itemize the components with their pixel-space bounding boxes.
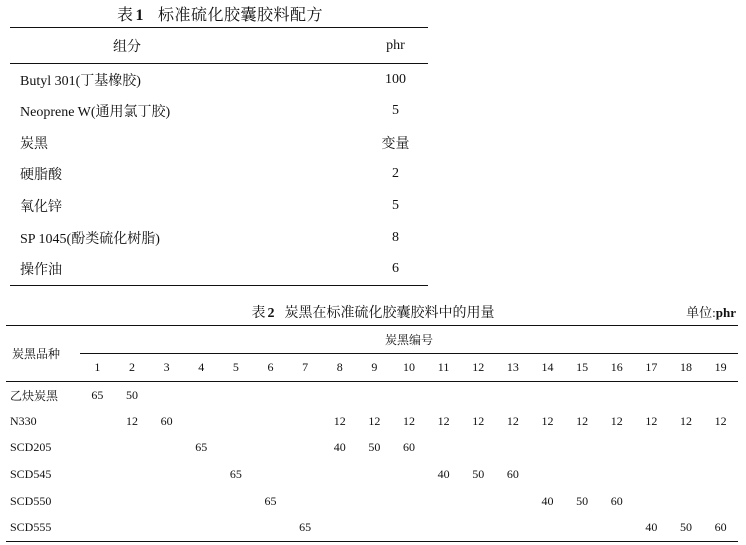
phr-cell: 5 bbox=[392, 103, 399, 119]
dosage-cell bbox=[392, 514, 427, 541]
table1-caption bbox=[0, 2, 440, 25]
dosage-cell bbox=[115, 461, 150, 488]
dosage-cell: 50 bbox=[125, 387, 138, 402]
component-cell: 操作油 bbox=[10, 254, 373, 286]
unit-prefix: 单位: bbox=[686, 305, 716, 320]
dosage-cell bbox=[80, 408, 115, 435]
dosage-cell: 65 bbox=[229, 467, 242, 482]
table-row bbox=[10, 64, 428, 96]
group-header: 炭黑编号 bbox=[80, 326, 738, 354]
dosage-cell bbox=[392, 382, 427, 409]
dosage-cell bbox=[322, 488, 357, 515]
dosage-cell bbox=[426, 435, 461, 462]
dosage-cell bbox=[184, 461, 219, 488]
dosage-cell bbox=[184, 382, 219, 409]
phr-cell: 8 bbox=[392, 229, 399, 245]
dosage-cell bbox=[322, 382, 357, 409]
number-header: 12 bbox=[461, 354, 496, 382]
number-header: 16 bbox=[599, 354, 634, 382]
dosage-cell: 12 bbox=[472, 413, 485, 428]
dosage-cell bbox=[80, 461, 115, 488]
dosage-cell bbox=[149, 382, 184, 409]
dosage-cell: 12 bbox=[437, 413, 450, 428]
dosage-cell bbox=[253, 435, 288, 462]
dosage-cell bbox=[565, 435, 600, 462]
dosage-cell: 40 bbox=[541, 493, 554, 508]
dosage-cell bbox=[461, 488, 496, 515]
table2-caption-number: 2 bbox=[267, 306, 275, 321]
table-row bbox=[10, 190, 428, 222]
dosage-cell bbox=[149, 461, 184, 488]
dosage-cell bbox=[253, 461, 288, 488]
dosage-cell: 60 bbox=[703, 514, 738, 541]
dosage-cell bbox=[496, 514, 531, 541]
dosage-cell bbox=[392, 488, 427, 515]
dosage-cell bbox=[703, 461, 738, 488]
dosage-cell bbox=[253, 382, 288, 409]
table1-caption-prefix: 表 bbox=[116, 7, 134, 24]
dosage-cell bbox=[149, 514, 184, 541]
number-header: 15 bbox=[565, 354, 600, 382]
dosage-cell: 40 bbox=[437, 467, 450, 482]
phr-cell: 5 bbox=[392, 198, 399, 214]
dosage-cell: 12 bbox=[679, 413, 692, 428]
table2-unit bbox=[686, 302, 736, 321]
dosage-cell bbox=[669, 435, 704, 462]
dosage-cell bbox=[599, 435, 634, 462]
dosage-cell: 65 bbox=[264, 493, 277, 508]
dosage-cell bbox=[634, 488, 669, 515]
table-row bbox=[6, 382, 738, 409]
dosage-cell bbox=[288, 488, 323, 515]
dosage-cell bbox=[253, 408, 288, 435]
number-header: 3 bbox=[149, 354, 184, 382]
dosage-cell bbox=[115, 435, 150, 462]
number-header: 1 bbox=[80, 354, 115, 382]
stub-header: 炭黑品种 bbox=[6, 326, 80, 382]
dosage-cell: 12 bbox=[333, 413, 346, 428]
number-header: 5 bbox=[219, 354, 254, 382]
dosage-cell bbox=[253, 514, 288, 541]
table2-number-row bbox=[6, 354, 738, 382]
dosage-cell bbox=[634, 382, 669, 409]
dosage-cell bbox=[669, 382, 704, 409]
dosage-cell bbox=[149, 435, 184, 462]
number-header: 11 bbox=[426, 354, 461, 382]
table-row bbox=[6, 514, 738, 541]
dosage-cell: 12 bbox=[506, 413, 519, 428]
dosage-cell: 12 bbox=[576, 413, 589, 428]
table-row bbox=[6, 461, 738, 488]
carbon-black-name: 乙炔炭黑 bbox=[10, 388, 59, 403]
number-header: 17 bbox=[634, 354, 669, 382]
carbon-black-name: SCD555 bbox=[6, 514, 80, 541]
dosage-cell: 12 bbox=[541, 413, 554, 428]
dosage-cell: 60 bbox=[506, 467, 519, 482]
dosage-cell bbox=[565, 461, 600, 488]
carbon-black-name: SCD550 bbox=[10, 493, 52, 508]
table-row bbox=[10, 159, 428, 191]
dosage-cell bbox=[80, 435, 115, 462]
header-component: 组分 bbox=[10, 28, 373, 64]
dosage-cell bbox=[184, 488, 219, 515]
dosage-cell: 60 bbox=[160, 413, 173, 428]
dosage-cell bbox=[288, 435, 323, 462]
component-cell: SP 1045(酚类硫化树脂) bbox=[20, 231, 160, 247]
table1-caption-title: 标准硫化胶囊胶料配方 bbox=[158, 7, 324, 24]
dosage-cell: 50 bbox=[472, 467, 485, 482]
dosage-cell bbox=[115, 488, 150, 515]
number-header: 18 bbox=[669, 354, 704, 382]
dosage-cell bbox=[496, 488, 531, 515]
dosage-cell bbox=[530, 435, 565, 462]
dosage-cell bbox=[703, 382, 738, 409]
dosage-cell: 60 bbox=[402, 440, 415, 455]
table1-caption-number: 1 bbox=[135, 7, 144, 24]
table-row bbox=[6, 408, 738, 435]
dosage-cell bbox=[219, 382, 254, 409]
dosage-cell bbox=[288, 408, 323, 435]
dosage-cell bbox=[219, 514, 254, 541]
dosage-cell: 40 bbox=[634, 514, 669, 541]
dosage-cell: 65 bbox=[91, 387, 104, 402]
carbon-black-name: SCD205 bbox=[10, 440, 52, 455]
dosage-cell: 12 bbox=[610, 413, 623, 428]
dosage-cell bbox=[288, 382, 323, 409]
dosage-cell bbox=[565, 382, 600, 409]
table2-caption-title: 炭黑在标准硫化胶囊胶料中的用量 bbox=[284, 306, 495, 321]
number-header: 14 bbox=[530, 354, 565, 382]
carbon-black-table bbox=[6, 325, 738, 542]
table2-group-header-row bbox=[6, 326, 738, 354]
dosage-cell bbox=[288, 461, 323, 488]
dosage-cell bbox=[634, 461, 669, 488]
dosage-cell bbox=[219, 408, 254, 435]
dosage-cell: 12 bbox=[645, 413, 658, 428]
carbon-black-name: N330 bbox=[10, 413, 37, 428]
table2-caption-prefix: 表 bbox=[251, 306, 266, 321]
dosage-cell bbox=[357, 461, 392, 488]
dosage-cell bbox=[322, 514, 357, 541]
dosage-cell bbox=[80, 488, 115, 515]
dosage-cell: 12 bbox=[368, 413, 381, 428]
dosage-cell bbox=[599, 382, 634, 409]
dosage-cell: 12 bbox=[714, 413, 727, 428]
dosage-cell: 50 bbox=[368, 440, 381, 455]
number-header: 19 bbox=[703, 354, 738, 382]
number-header: 10 bbox=[392, 354, 427, 382]
dosage-cell bbox=[322, 461, 357, 488]
dosage-cell bbox=[530, 382, 565, 409]
dosage-cell bbox=[115, 514, 150, 541]
dosage-cell bbox=[530, 461, 565, 488]
dosage-cell: 65 bbox=[288, 514, 323, 541]
number-header: 13 bbox=[496, 354, 531, 382]
dosage-cell bbox=[426, 514, 461, 541]
table-row bbox=[10, 222, 428, 254]
component-cell: 炭黑 bbox=[20, 136, 48, 152]
component-cell: 氧化锌 bbox=[20, 200, 62, 216]
dosage-cell bbox=[357, 514, 392, 541]
table-row bbox=[6, 435, 738, 462]
dosage-cell bbox=[496, 382, 531, 409]
dosage-cell: 12 bbox=[125, 413, 138, 428]
component-cell: Neoprene W(通用氯丁胶) bbox=[20, 105, 171, 121]
phr-cell: 100 bbox=[385, 71, 406, 87]
phr-cell: 2 bbox=[392, 166, 399, 182]
dosage-cell bbox=[703, 488, 738, 515]
dosage-cell bbox=[461, 514, 496, 541]
dosage-cell bbox=[149, 488, 184, 515]
dosage-cell bbox=[530, 514, 565, 541]
dosage-cell bbox=[461, 435, 496, 462]
table-row bbox=[10, 127, 428, 159]
table1-header-row bbox=[10, 28, 428, 64]
dosage-cell: 60 bbox=[610, 493, 623, 508]
number-header: 2 bbox=[115, 354, 150, 382]
number-header: 8 bbox=[322, 354, 357, 382]
dosage-cell: 50 bbox=[576, 493, 589, 508]
phr-cell: 变量 bbox=[381, 136, 410, 152]
dosage-cell bbox=[703, 435, 738, 462]
component-cell: Butyl 301(丁基橡胶) bbox=[20, 73, 141, 89]
dosage-cell bbox=[357, 382, 392, 409]
dosage-cell bbox=[80, 514, 115, 541]
table-row bbox=[10, 254, 428, 286]
dosage-cell: 65 bbox=[195, 440, 208, 455]
dosage-cell bbox=[599, 514, 634, 541]
component-cell: 硬脂酸 bbox=[20, 168, 62, 184]
dosage-cell bbox=[219, 435, 254, 462]
number-header: 9 bbox=[357, 354, 392, 382]
dosage-cell bbox=[496, 435, 531, 462]
header-phr: phr bbox=[373, 28, 428, 64]
dosage-cell bbox=[565, 514, 600, 541]
number-header: 7 bbox=[288, 354, 323, 382]
table2-caption bbox=[0, 302, 746, 322]
table-row bbox=[6, 488, 738, 515]
dosage-cell: 40 bbox=[333, 440, 346, 455]
dosage-cell bbox=[392, 461, 427, 488]
unit-value: phr bbox=[715, 305, 736, 320]
dosage-cell bbox=[669, 461, 704, 488]
formula-table bbox=[10, 27, 428, 286]
phr-cell: 6 bbox=[373, 254, 428, 286]
dosage-cell: 12 bbox=[402, 413, 415, 428]
dosage-cell bbox=[357, 488, 392, 515]
dosage-cell bbox=[461, 382, 496, 409]
carbon-black-name: SCD545 bbox=[10, 467, 52, 482]
dosage-cell bbox=[669, 488, 704, 515]
dosage-cell bbox=[426, 382, 461, 409]
dosage-cell bbox=[426, 488, 461, 515]
number-header: 6 bbox=[253, 354, 288, 382]
dosage-cell bbox=[184, 408, 219, 435]
dosage-cell bbox=[184, 514, 219, 541]
number-header: 4 bbox=[184, 354, 219, 382]
dosage-cell bbox=[599, 461, 634, 488]
dosage-cell: 50 bbox=[669, 514, 704, 541]
dosage-cell bbox=[634, 435, 669, 462]
dosage-cell bbox=[219, 488, 254, 515]
table-row bbox=[10, 95, 428, 127]
